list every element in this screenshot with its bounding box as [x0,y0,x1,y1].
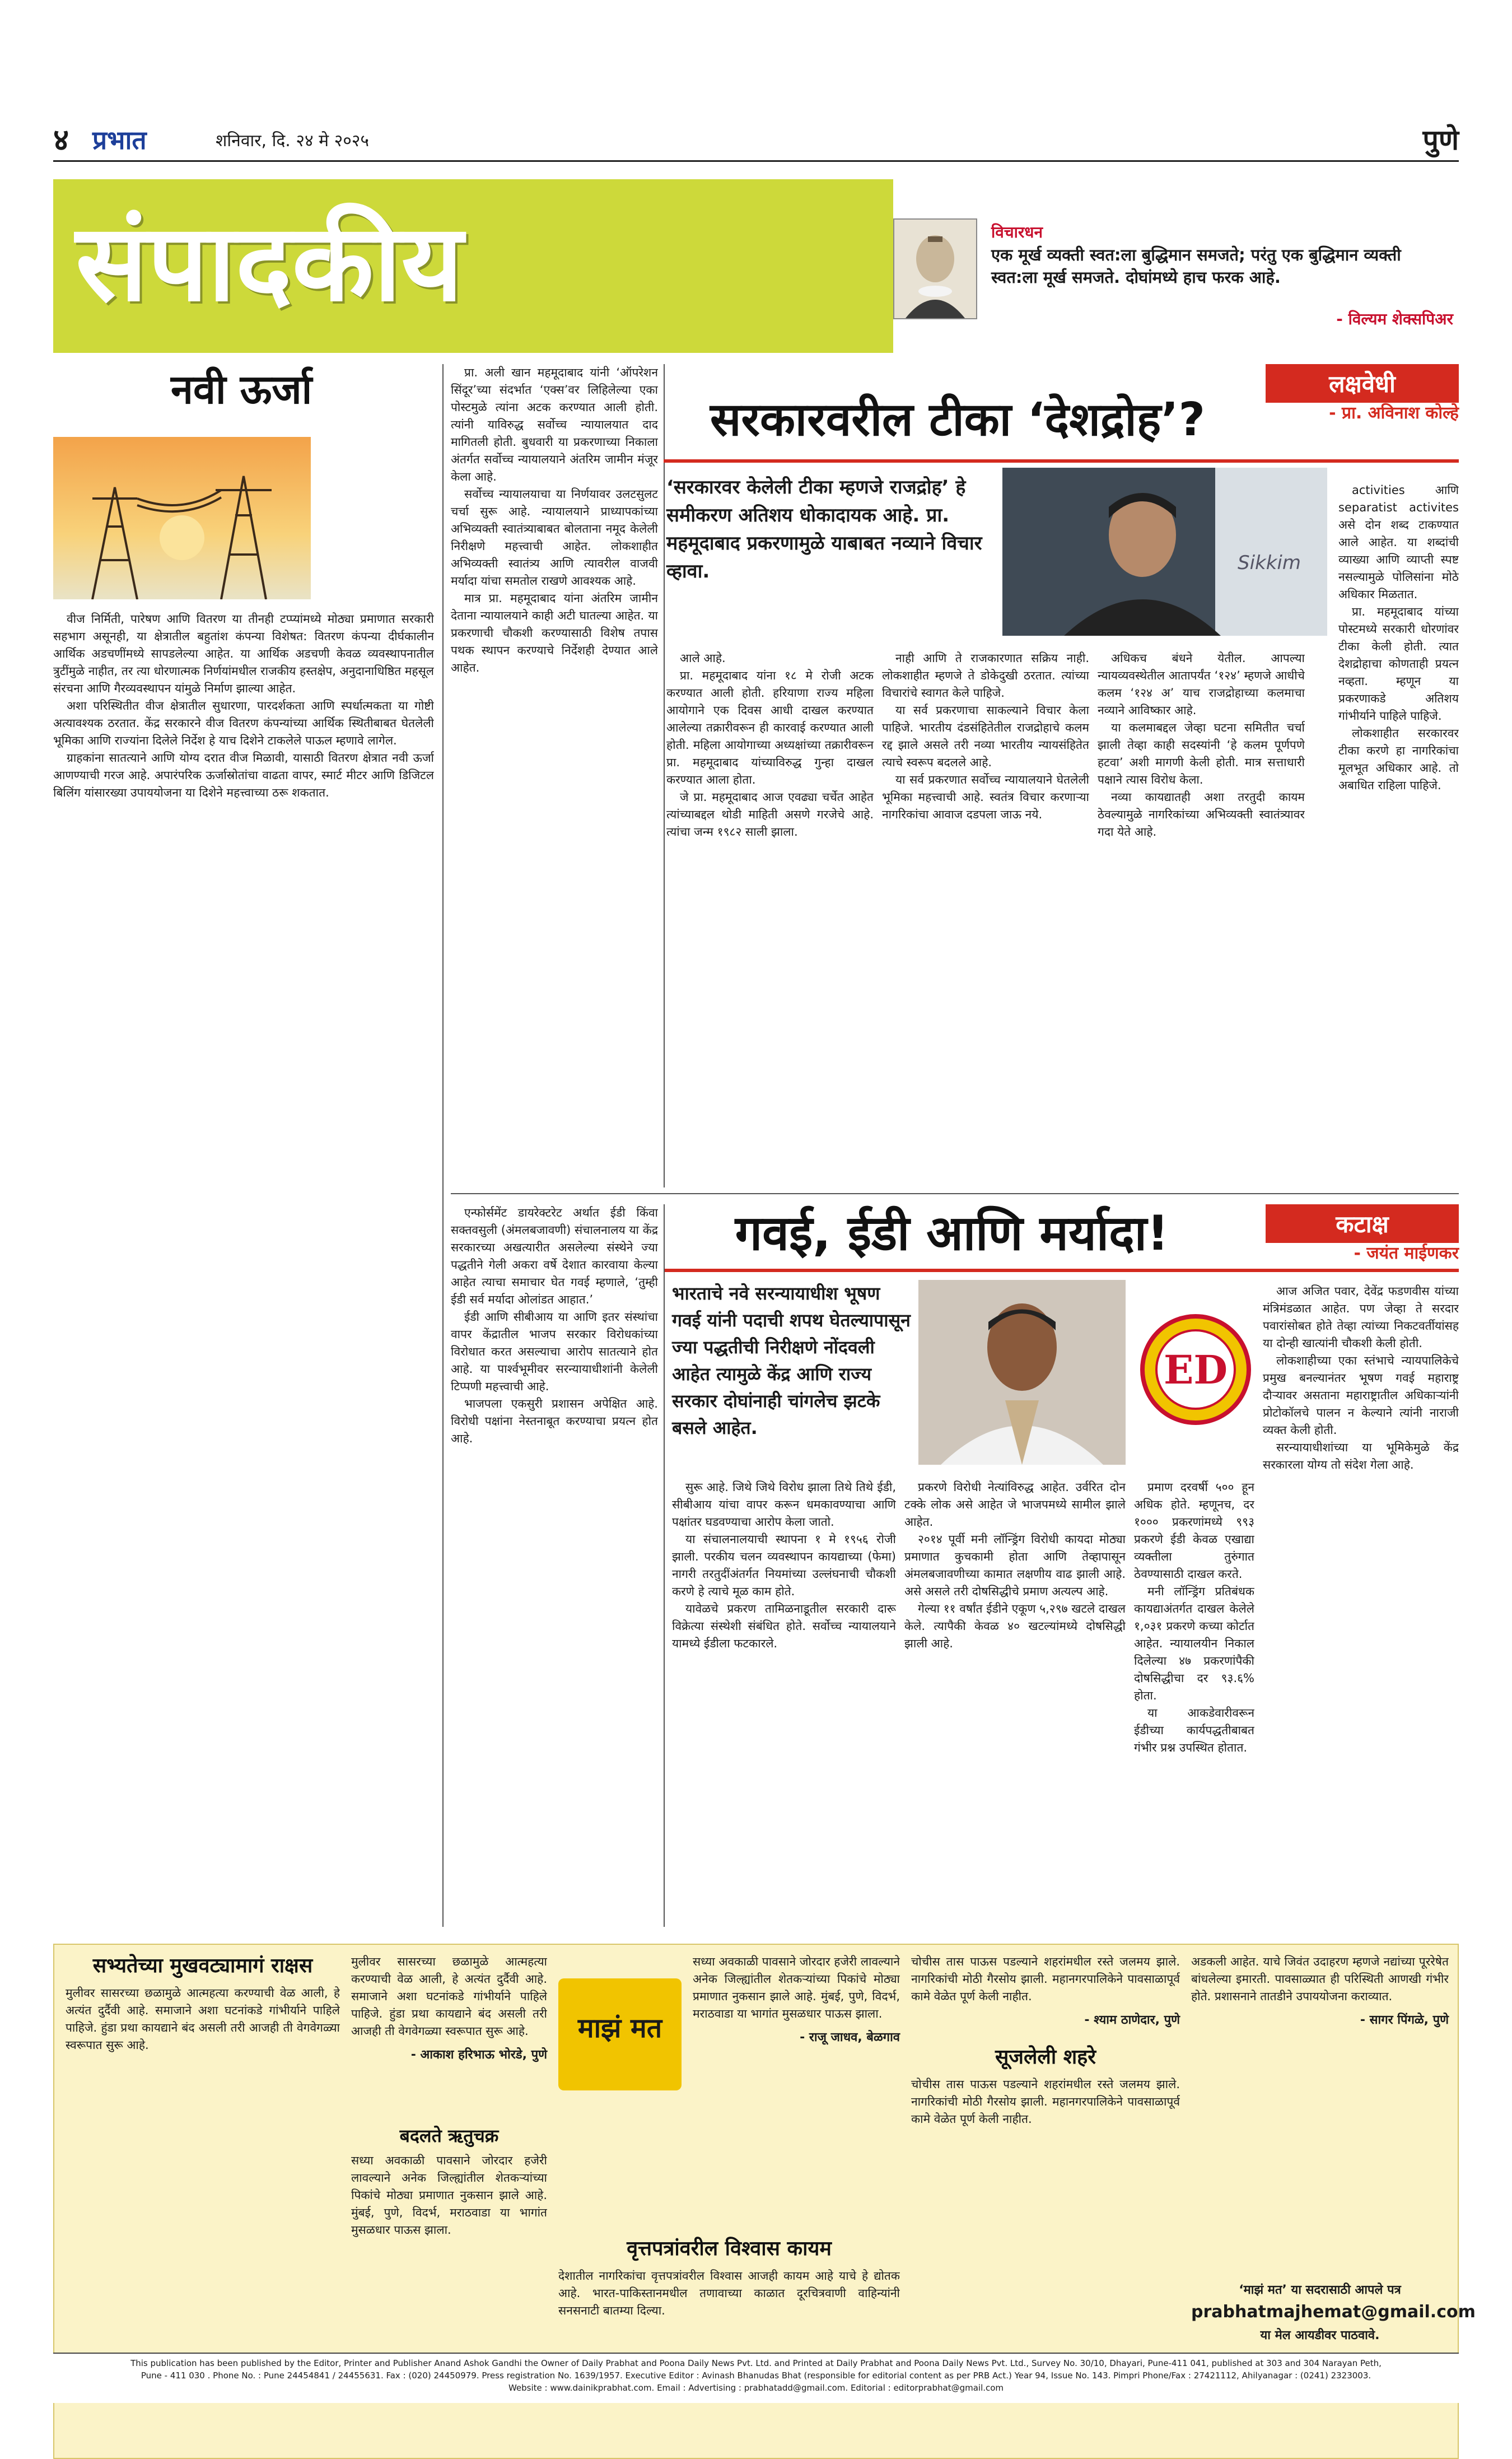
quote-box [893,179,1459,353]
editorial-col1: वीज निर्मिती, पारेषण आणि वितरण या तीनही टप्प्यांमध्ये मोठ्या प्रमाणात सरकारी सहभाग असूनही, या क्षेत्रातील बहुतांश कंपन्या विशेषत: वितरण कंपन्या दीर्घकालीन आर्थिक अडचणींमध्ये सापडलेल्या आहेत. या आर्थिक अडचणी केवळ व्यवस्थापनातील त्रुटींमुळे नाहीत, तर त्या धोरणात्मक निर्णयांमधील राजकीय हस्तक्षेप, अनुदानाधिष्ठित महसूल संरचना आणि गैरव्यवस्थापन यांमुळे निर्माण झाल्या आहेत. अशा परिस्थितीत वीज क्षेत्रातील सुधारणा, पारदर्शकता आणि स्पर्धात्मकता या गोष्टी अत्यावश्यक ठरतात. केंद्र सरकारने वीज वितरण कंपन्यांच्या आर्थिक स्थितीबाबत घेतलेली भूमिका आणि राज्यांना दिलेले निर्देश हे याच दिशेने टाकलेले पाऊल म्हणावे लागेल. ग्राहकांना सातत्याने आणि योग्य दरात वीज मिळावी, यासाठी वितरण क्षेत्रात नवी ऊर्जा आणण्याची गरज आहे. अपारंपरिक ऊर्जास्रोतांचा वाढता वापर, स्मार्ट मीटर आणि डिजिटल बिलिंग यांसारख्या उपाययोजना या दिशेने महत्त्वाच्या ठरू शकतात. [53,612,434,799]
letters-badge [558,1978,682,2090]
contact-email[interactable]: prabhatmajhemat@gmail.com [1191,2302,1476,2322]
letter2-headline: बदलते ऋतुचक्र [399,2125,499,2146]
letter3-body: देशातील नागरिकांचा वृत्तपत्रांवरील विश्वास आजही कायम आहे याचे हे द्योतक आहे. भारत-पाकिस्तानमधील तणावाच्या काळात दूरचित्रवाणी वाहिन्यांनी सनसनाटी बातम्या दिल्या. [558,2269,900,2317]
article1-headline: सरकारवरील टीका ‘देशद्रोह’? [710,393,1206,446]
article1-deck: ‘सरकारवर केलेली टीका म्हणजे राजद्रोह’ हे समीकरण अतिशय धोकादायक आहे. प्रा. महमूदाबाद प्रकरणामुळे याबाबत नव्याने विचार व्हावा. [666,476,982,583]
letter1-continued [351,1953,547,2062]
letter4-author-pre: - श्याम ठाणेदार, पुणे [1084,2013,1180,2027]
article2-col2: सुरू आहे. जिथे जिथे विरोध झाला तिथे तिथे ईडी, सीबीआय यांचा वापर करून धमकावण्याचा आणि पक्षांतर घडवण्याचा आरोप केला जातो. या संचालनालयाची स्थापना १ मे १९५६ रोजी झाली. परकीय चलन व्यवस्थापन कायद्याच्या (फेमा) नागरी तरतुदींअंतर्गत नियमांच्या उल्लंघनाची चौकशी करणे हे त्याचे मूळ काम होते. यावेळचे प्रकरण तामिळनाडूतील सरकारी दारू विक्रेत्या संस्थेशी संबंधित होते. सर्वोच्च न्यायालयाने यामध्ये ईडीला फटकारले. [672,1480,896,1650]
article2-tag: कटाक्ष [1266,1204,1459,1243]
quote-text: एक मूर्ख व्यक्ती स्वत:ला बुद्धिमान समजते; परंतु एक बुद्धिमान व्यक्ती स्वत:ला मूर्ख समजते. दोघांमध्ये हाच फरक आहे. [991,245,1401,287]
page-number: ४ [53,122,69,157]
article2-col4: प्रमाण दरवर्षी ५०० हून अधिक होते. म्हणूनच, दर १००० प्रकरणांमध्ये ९९३ प्रकरणे ईडी केवळ एखाद्या व्यक्तीला तुरुंगात ठेवण्यासाठी दाखल करते. मनी लॉन्ड्रिंग प्रतिबंधक कायद्याअंतर्गत दाखल केलेले १,०३१ प्रकरणे कच्या कोर्टात आहेत. न्यायालयीन निकाल दिलेल्या ४७ प्रकरणांपैकी दोषसिद्धीचा दर ९३.६% होता. या आकडेवारीवरून ईडीच्या कार्यपद्धतीबाबत गंभीर प्रश्न उपस्थित होतात. [1134,1480,1254,1754]
section-title: संपादकीय [76,201,463,325]
article1-byline: - प्रा. अविनाश कोल्हे [1329,403,1459,423]
power-tower-image [53,437,311,599]
quote-label: विचारधन [991,223,1043,241]
ed-logo [1131,1280,1260,1465]
letter4-body: चोचीस तास पाऊस पडल्याने शहरांमधील रस्ते जलमय झाले. नागरिकांची मोठी गैरसोय झाली. महानगरपालिकेने पावसाळापूर्व कामे वेळेत पूर्ण केली नाहीत. [911,2078,1180,2126]
letter5-body: अडकली आहेत. याचे जिवंत उदाहरण म्हणजे नद्यांच्या पूररेषेत बांधलेल्या इमारती. पावसाळ्यात ही परिस्थिती आणखी गंभीर होते. प्रशासनाने तातडीने उपाययोजना कराव्यात. [1191,1955,1449,2003]
author-photo [1002,468,1327,636]
article1-col4: activities आणि separatist activites असे दोन शब्द टाकण्यात आले आहेत. या शब्दांची व्याख्या आणि व्याप्ती स्पष्ट नसल्यामुळे पोलिसांना मोठे अधिकार मिळतात. प्रा. महमूदाबाद यांच्या पोस्टमध्ये सरकारी धोरणांवर टीका केली होती. त्यात देशद्रोहाचा कोणताही प्रयत्न नव्हता. म्हणून या प्रकरणाकडे अतिशय गांभीर्याने पाहिले पाहिजे. लोकशाहीत सरकारवर टीका करणे हा नागरिकांचा मूलभूत अधिकार आहे. तो अबाधित राहिला पाहिजे. [1338,483,1459,792]
article2-bar [664,1269,1459,1272]
article2-deck: भारताचे नवे सरन्यायाधीश भूषण गवई यांनी पदाची शपथ घेतल्यापासून ज्या पद्धतीची निरीक्षणे नोंदवली आहेत त्यामुळे केंद्र आणि राज्य सरकार दोघांनाही चांगलेच झटके बसले आहेत. [672,1283,911,1438]
letter1 [66,1953,340,2054]
contact-note: या मेल आयडीवर पाठवावे. [1260,2328,1380,2342]
editorial-col2: प्रा. अली खान महमूदाबाद यांनी ‘ऑपरेशन सिंदूर’च्या संदर्भात ‘एक्स’वर लिहिलेल्या एका पोस्टमुळे त्यांना अटक करण्यात आली होती. त्यांनी याविरुद्ध सर्वोच्च न्यायालयात दाद मागितली होती. बुधवारी या प्रकरणाच्या निकाला अंतर्गत सर्वोच्च न्यायालयाने अंतरिम जामीन मंजूर केला आहे. सर्वोच्च न्यायालयाचा या निर्णयावर उलटसुलट चर्चा सुरू आहे. न्यायालयाने प्राध्यापकांच्या अभिव्यक्ती स्वातंत्र्याबाबत बोलताना नमूद केलेली निरीक्षणे महत्त्वाची आहेत. लोकशाहीत अभिव्यक्ती स्वातंत्र्य आणि त्यावरील वाजवी मर्यादा यांचा समतोल राखणे आवश्यक आहे. मात्र प्रा. महमूदाबाद यांना अंतरिम जामीन देताना न्यायालयाने काही अटी घातल्या आहेत. या प्रकरणाची चौकशी करण्यासाठी विशेष तपास पथक स्थापन करण्याचे निर्देशही देण्यात आले आहेत. [451,366,658,674]
contact-label: ‘माझं मत’ या सदरासाठी आपले पत्र [1239,2283,1401,2297]
imprint-box [53,2353,1459,2403]
letter3-headline: वृत्तपत्रांवरील विश्वास कायम [627,2237,832,2260]
article2-headline: गवई, ईडी आणि मर्यादा! [735,1205,1169,1261]
letter1-body: मुलीवर सासरच्या छळामुळे आत्महत्या करण्याची वेळ आली, हे अत्यंत दुर्दैवी आहे. समाजाने अशा घटनांकडे गांभीर्याने पाहिले पाहिजे. हुंडा प्रथा कायद्याने बंद असली तरी आजही ती वेगवेगळ्या स्वरूपात सुरू आहे. [66,1986,340,2052]
article1-bar [664,459,1459,463]
column-rule [664,1204,665,1927]
article2-col1: एन्फोर्समेंट डायरेक्टरेट अर्थात ईडी किंवा सक्तवसुली (अंमलबजावणी) संचालनालय या केंद्र सरकारच्या अखत्यारीत असलेल्या संस्थेने ज्या पद्धतीने गेली अकरा वर्षे देशात कारवाया केल्या आहेत त्याचा समाचार घेत गवई म्हणाले, ‘तुम्ही ईडी सर्व मर्यादा ओलांडत आहात.’ ईडी आणि सीबीआय या आणि इतर संस्थांचा वापर केंद्रातील भाजप सरकार विरोधकांच्या विरोधात करत असल्याचा आरोप सातत्याने होत आहे. या पार्श्वभूमीवर सरन्यायाधीशांनी केलेली टिप्पणी महत्त्वाची आहे. भाजपला एकसुरी प्रशासन अपेक्षित आहे. विरोधी पक्षांना नेस्तनाबूत करण्याचा प्रयत्न होत आहे. [451,1206,658,1445]
imprint-line2: Pune - 411 030 . Phone No. : Pune 24454841 / 24455631. Fax : (020) 24450979. Press registration No. 1639/1957. Executive Editor : Avinash Bhanudas Bhat (responsible for editorial content as per PRB Act.) Year 94, Issue No. 143. Pimpri Phone/Fax : 27421112, Ahilyanagar : (0241) 2323003. [141,2370,1371,2381]
article1-col2: नाही आणि ते राजकारणात सक्रिय नाही. लोकशाहीत म्हणजे ते डोकेदुखी ठरतात. त्यांच्या विचारांचे स्वागत केले पाहिजे. या सर्व प्रकरणाचा साकल्याने विचार केला पाहिजे. भारतीय दंडसंहितेतील राजद्रोहाचे कलम रद्द झाले असले तरी नव्या भारतीय न्यायसंहितेत त्याचे स्वरूप बदलले आहे. या सर्व प्रकरणात सर्वोच्च न्यायालयाने घेतलेली भूमिका महत्त्वाची आहे. स्वतंत्र विचार करणाऱ्या नागरिकांचा आवाज दडपला जाऊ नये. [882,651,1089,821]
letter3 [558,2236,900,2320]
article1-tag: लक्षवेधी [1266,364,1459,403]
section-rule [451,1193,1459,1194]
article2-col3: प्रकरणे विरोधी नेत्यांविरुद्ध आहेत. उर्वरित दोन टक्के लोक असे आहेत जे भाजपमध्ये सामील झाले आहेत. २०१४ पूर्वी मनी लॉन्ड्रिंग विरोधी कायदा मोठ्या प्रमाणात कुचकामी होता आणि तेव्हापासून अंमलबजावणीच्या कामात लक्षणीय वाढ झाली आहे. असे असले तरी दोषसिद्धीचे प्रमाण अत्यल्प आहे. गेल्या ११ वर्षांत ईडीने एकूण ५,२९७ खटले दाखल केले. त्यापैकी केवळ ४० खटल्यांमध्ये दोषसिद्धी झाली आहे. [904,1480,1126,1650]
editorial-headline: नवी ऊर्जा [171,366,312,413]
article1-col1: आले आहे. प्रा. महमूदाबाद यांना १८ मे रोजी अटक करण्यात आली होती. हरियाणा राज्य महिला आयोगाने एक दिवस आधी दाखल करण्यात आलेल्या तक्रारीवरून ही कारवाई करण्यात आली होती. महिला आयोगाच्या अध्यक्षांच्या तक्रारीवरून प्रा. महमूदाबाद यांच्याविरुद्ध गुन्हा दाखल करण्यात आला होता. जे प्रा. महमूदाबाद आज एवढ्या चर्चेत आहेत त्यांच्याबद्दल थोडी माहिती असणे गरजेचे आहे. त्यांचा जन्म १९८२ साली झाला. [666,651,874,839]
brand-logo: प्रभात [92,125,147,155]
edition-city: पुणे [1422,124,1459,156]
article2-col5: आज अजित पवार, देवेंद्र फडणवीस यांच्या मंत्रिमंडळात आहेत. पण जेव्हा ते सरदार पवारांसोबत होते तेव्हा त्यांच्या निकटवर्तीयांसह या दोन्ही खात्यांनी चौकशी केली होती. लोकशाहीच्या एका स्तंभाचे न्यायपालिकेचे प्रमुख बनल्यानंतर भूषण गवई महाराष्ट्र दौऱ्यावर असताना महाराष्ट्रातील अधिकाऱ्यांनी प्रोटोकॉलचे पालन न केल्याने त्यांनी नाराजी व्यक्त केली होती. सरन्यायाधीशांच्या या भूमिकेमुळे केंद्र सरकारला योग्य तो संदेश गेला आहे. [1263,1284,1459,1471]
shakespeare-portrait [893,218,977,319]
letter5 [1191,1953,1449,2028]
letter1-body-cont: मुलीवर सासरच्या छळामुळे आत्महत्या करण्याची वेळ आली, हे अत्यंत दुर्दैवी आहे. समाजाने अशा घटनांकडे गांभीर्याने पाहिले पाहिजे. हुंडा प्रथा कायद्याने बंद असली तरी आजही ती वेगवेगळ्या स्वरूपात सुरू आहे. [351,1955,547,2038]
letter2-author: - राजू जाधव, बेळगाव [800,2030,900,2044]
letter2-body: सध्या अवकाळी पावसाने जोरदार हजेरी लावल्याने अनेक जिल्ह्यांतील शेतकऱ्यांच्या पिकांचे मोठ्या प्रमाणात नुकसान झाले आहे. मुंबई, पुणे, विदर्भ, मराठवाडा या भागांत मुसळधार पाऊस झाला. [351,2154,547,2237]
letter4-headline: सूजलेली शहरे [995,2046,1096,2069]
letter5-author: - सागर पिंगळे, पुणे [1360,2013,1449,2027]
masthead [53,123,1459,158]
column-rule [664,364,665,1187]
letter1-author: - आकाश हरिभाऊ भोरडे, पुणे [410,2048,547,2062]
masthead-rule [53,160,1459,162]
letter1-headline: सभ्यतेच्या मुखवट्यामागं राक्षस [92,1954,313,1977]
letter2-body-cont: सध्या अवकाळी पावसाने जोरदार हजेरी लावल्याने अनेक जिल्ह्यांतील शेतकऱ्यांच्या पिकांचे मोठ्या प्रमाणात नुकसान झाले आहे. मुंबई, पुणे, विदर्भ, मराठवाडा या भागांत मुसळधार पाऊस झाला. [693,1955,900,2020]
letters-badge-title: माझं मत [577,2013,662,2044]
letters-contact [1191,2281,1476,2343]
letter3-pre [693,1953,900,2045]
issue-date: शनिवार, दि. २४ मे २०२५ [216,131,369,151]
article2-byline: - जयंत माईणकर [1354,1244,1459,1263]
letter4 [911,1953,1180,2128]
svg-text:ED: ED [1163,1347,1228,1393]
article1-col3: अधिकच बंधने येतील. आपल्या न्यायव्यवस्थेतील आतापर्यंत ‘१२४’ म्हणजे आधीचे कलम ‘१२४ अ’ याच राजद्रोहाच्या कलमाचा नव्याने आविष्कार आहे. या कलमाबद्दल जेव्हा घटना समितीत चर्चा झाली तेव्हा काही सदस्यांनी ‘हे कलम पूर्णपणे हटवा’ अशी मागणी केली होती. मात्र सत्ताधारी पक्षाने त्यास विरोध केला. नव्या कायद्यातही अशा तरतुदी कायम ठेवल्यामुळे नागरिकांच्या अभिव्यक्ती स्वातंत्र्यावर गदा येते आहे. [1098,651,1305,839]
imprint-line1: This publication has been published by the Editor, Printer and Publisher Anand Ashok Gandhi the Owner of Daily Prabhat and Poona Daily News Pvt. Ltd. and Printed at Daily Prabhat and Poona Daily News Pvt. Ltd., Survey No. 30/10, Dhayari, Pune-411 041, published at 303 and 304 Narayan Peth, [130,2358,1382,2368]
column-rule [442,364,444,1927]
letter4-body-pre: चोचीस तास पाऊस पडल्याने शहरांमधील रस्ते जलमय झाले. नागरिकांची मोठी गैरसोय झाली. महानगरपालिकेने पावसाळापूर्व कामे वेळेत पूर्ण केली नाहीत. [911,1955,1180,2003]
imprint-line3: Website : www.dainikprabhat.com. Email : Advertising : prabhatadd@gmail.com. Editorial : editorprabhat@gmail.com [508,2383,1004,2393]
photo-caption: Sikkim [1238,552,1301,574]
editorial-banner [53,179,893,353]
cji-photo [918,1280,1126,1465]
quote-author: - विल्यम शेक्सपिअर [1336,310,1453,328]
letter2 [351,2124,547,2239]
